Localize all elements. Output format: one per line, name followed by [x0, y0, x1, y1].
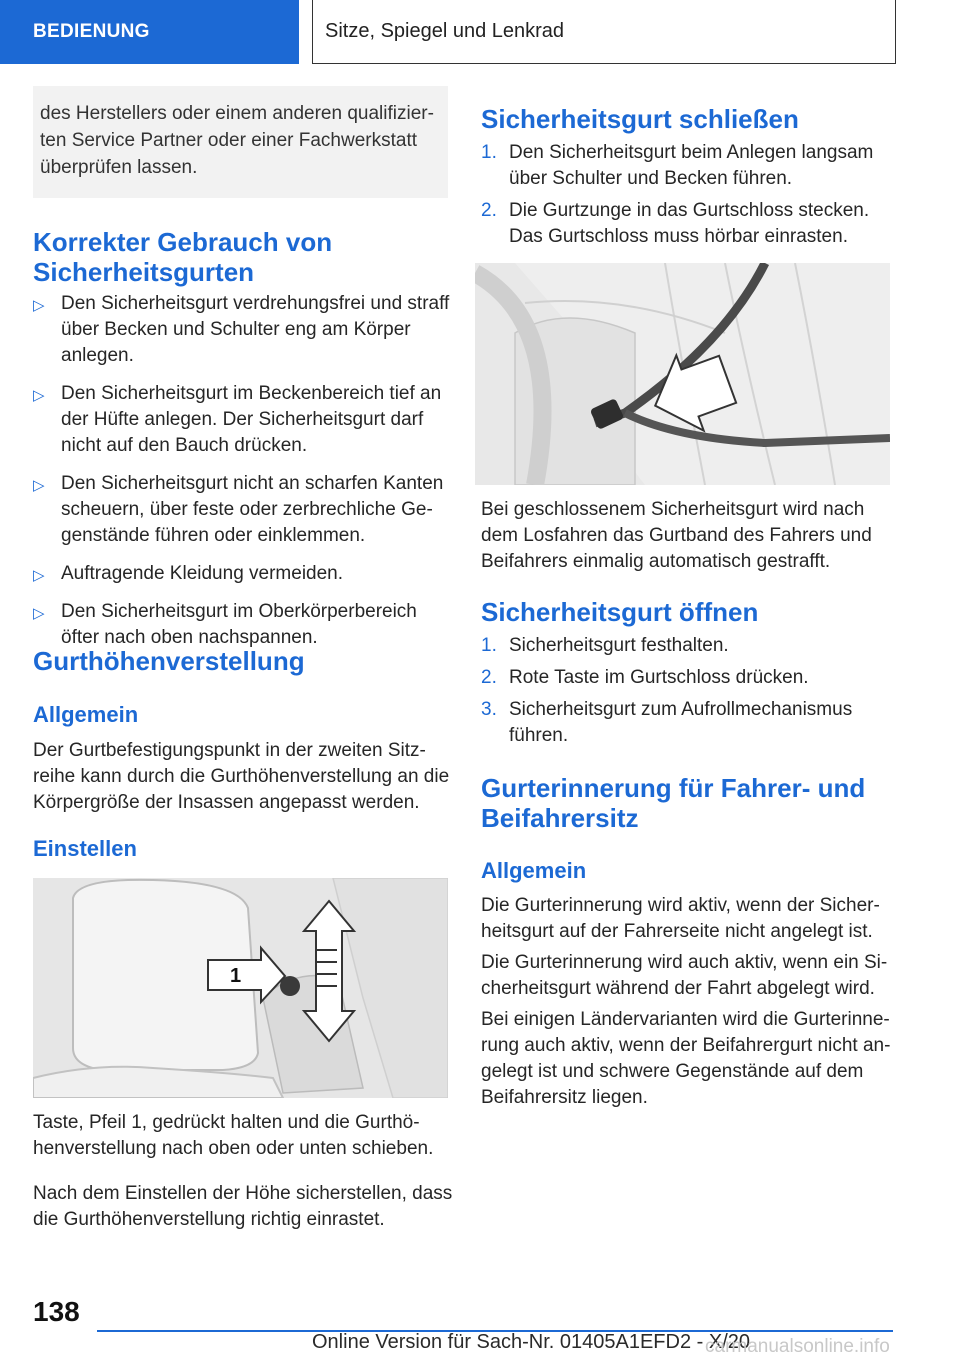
reminder-text-2: Die Gurterinnerung wird auch aktiv, wenn ein Sicherheitsgurt während der Fahrt abgelegt wird. — [481, 952, 888, 999]
list-item: ▷ Den Sicherheitsgurt nicht an scharfen Kanten scheuern, über feste oder zerbrechliche Gegenstände führen oder einklemmen. — [33, 473, 444, 546]
chapter-title: Sitze, Spiegel und Lenkrad — [325, 20, 565, 42]
adjust-text-2: Nach dem Einstellen der Höhe sicherstellen, dass die Gurthöhenverstellung richtig einrastet. — [33, 1183, 453, 1230]
heading-height-adjust: Gurthöhenverstellung — [33, 646, 305, 676]
step-number: 3. — [481, 699, 497, 720]
open-steps-list — [481, 633, 896, 755]
section-tab — [0, 0, 299, 64]
triangle-bullet-icon: ▷ — [33, 605, 45, 622]
heading-adjust: Einstellen — [33, 836, 137, 861]
list-item: 1. Den Sicherheitsgurt beim Anlegen langsam über Schulter und Becken führen. — [481, 142, 874, 189]
list-item: ▷ Den Sicherheitsgurt verdrehungsfrei und straff über Becken und Schulter eng am Körper anlegen. — [33, 293, 450, 366]
list-item: ▷ Den Sicherheitsgurt im Oberkörperbereich öfter nach oben nachspannen. — [33, 601, 417, 648]
heading-general-right: Allgemein — [481, 858, 587, 883]
note-box — [33, 86, 448, 198]
triangle-bullet-icon: ▷ — [33, 297, 45, 314]
list-item: 3. Sicherheitsgurt zum Aufrollmechanismus führen. — [481, 699, 853, 746]
heading-close-belt: Sicherheitsgurt schließen — [481, 104, 799, 134]
list-item: 1. Sicherheitsgurt festhalten. — [481, 633, 896, 659]
correct-use-list — [33, 291, 451, 663]
triangle-bullet-icon: ▷ — [33, 477, 45, 494]
callout-label: 1 — [230, 965, 242, 987]
note-text: des Herstellers oder einem anderen qualifizierten Service Partner oder einer Fachwerkstatt überprüfen lassen. — [40, 103, 434, 178]
buckle-illustration — [475, 263, 890, 485]
close-steps-list — [481, 140, 896, 256]
list-item: ▷ Auftragende Kleidung vermeiden. — [33, 561, 451, 587]
heading-correct-use: Korrekter Gebrauch von Sicherheitsgurten — [33, 227, 333, 287]
page-number: 138 — [33, 1296, 80, 1327]
heading-open-belt: Sicherheitsgurt öffnen — [481, 597, 759, 627]
close-after-text: Bei geschlossenem Sicherheitsgurt wird nach dem Losfahren das Gurtband des Fahrers und Beifahrers einmalig automatisch gestrafft. — [481, 499, 872, 572]
step-number: 2. — [481, 200, 497, 221]
triangle-bullet-icon: ▷ — [33, 567, 45, 584]
buckle-drawing — [475, 263, 890, 485]
general-text-left: Der Gurtbefestigungspunkt in der zweiten Sitzreihe kann durch die Gurthöhenverstellung an die Körpergröße der Insassen angepasst werden. — [33, 740, 450, 813]
reminder-text-1: Die Gurterinnerung wird aktiv, wenn der Sicherheitsgurt auf der Fahrerseite nicht angelegt ist. — [481, 895, 880, 942]
triangle-bullet-icon: ▷ — [33, 387, 45, 404]
list-item: ▷ Den Sicherheitsgurt im Beckenbereich tief an der Hüfte anlegen. Der Sicherheitsgurt darf nicht auf den Bauch drücken. — [33, 383, 442, 456]
list-item: 2. Rote Taste im Gurtschloss drücken. — [481, 665, 896, 691]
adjust-text-1: Taste, Pfeil 1, gedrückt halten und die Gurthöhenverstellung nach oben oder unten schieben. — [33, 1112, 434, 1159]
belt-height-adjust-illustration — [33, 878, 448, 1098]
section-title: BEDIENUNG — [33, 21, 150, 42]
belt-height-adjust-drawing — [33, 878, 448, 1098]
online-version-text: Online Version für Sach-Nr. 01405A1EFD2 - X/20 — [312, 1331, 751, 1353]
watermark: carmanualsonline.info — [705, 1336, 890, 1357]
step-number: 2. — [481, 667, 497, 688]
list-item: 2. Die Gurtzunge in das Gurtschloss stecken. Das Gurtschloss muss hörbar einrasten. — [481, 200, 870, 247]
step-number: 1. — [481, 142, 497, 163]
heading-belt-reminder: Gurterinnerung für Fahrer- und Beifahrersitz — [481, 773, 866, 833]
step-number: 1. — [481, 635, 497, 656]
reminder-text-3: Bei einigen Ländervarianten wird die Gurterinnerung auch aktiv, wenn der Beifahrergurt nicht angelegt ist und schwere Gegenstände auf dem Beifahrersitz liegen. — [481, 1009, 891, 1108]
chapter-header — [312, 0, 896, 64]
heading-general-left: Allgemein — [33, 702, 139, 727]
